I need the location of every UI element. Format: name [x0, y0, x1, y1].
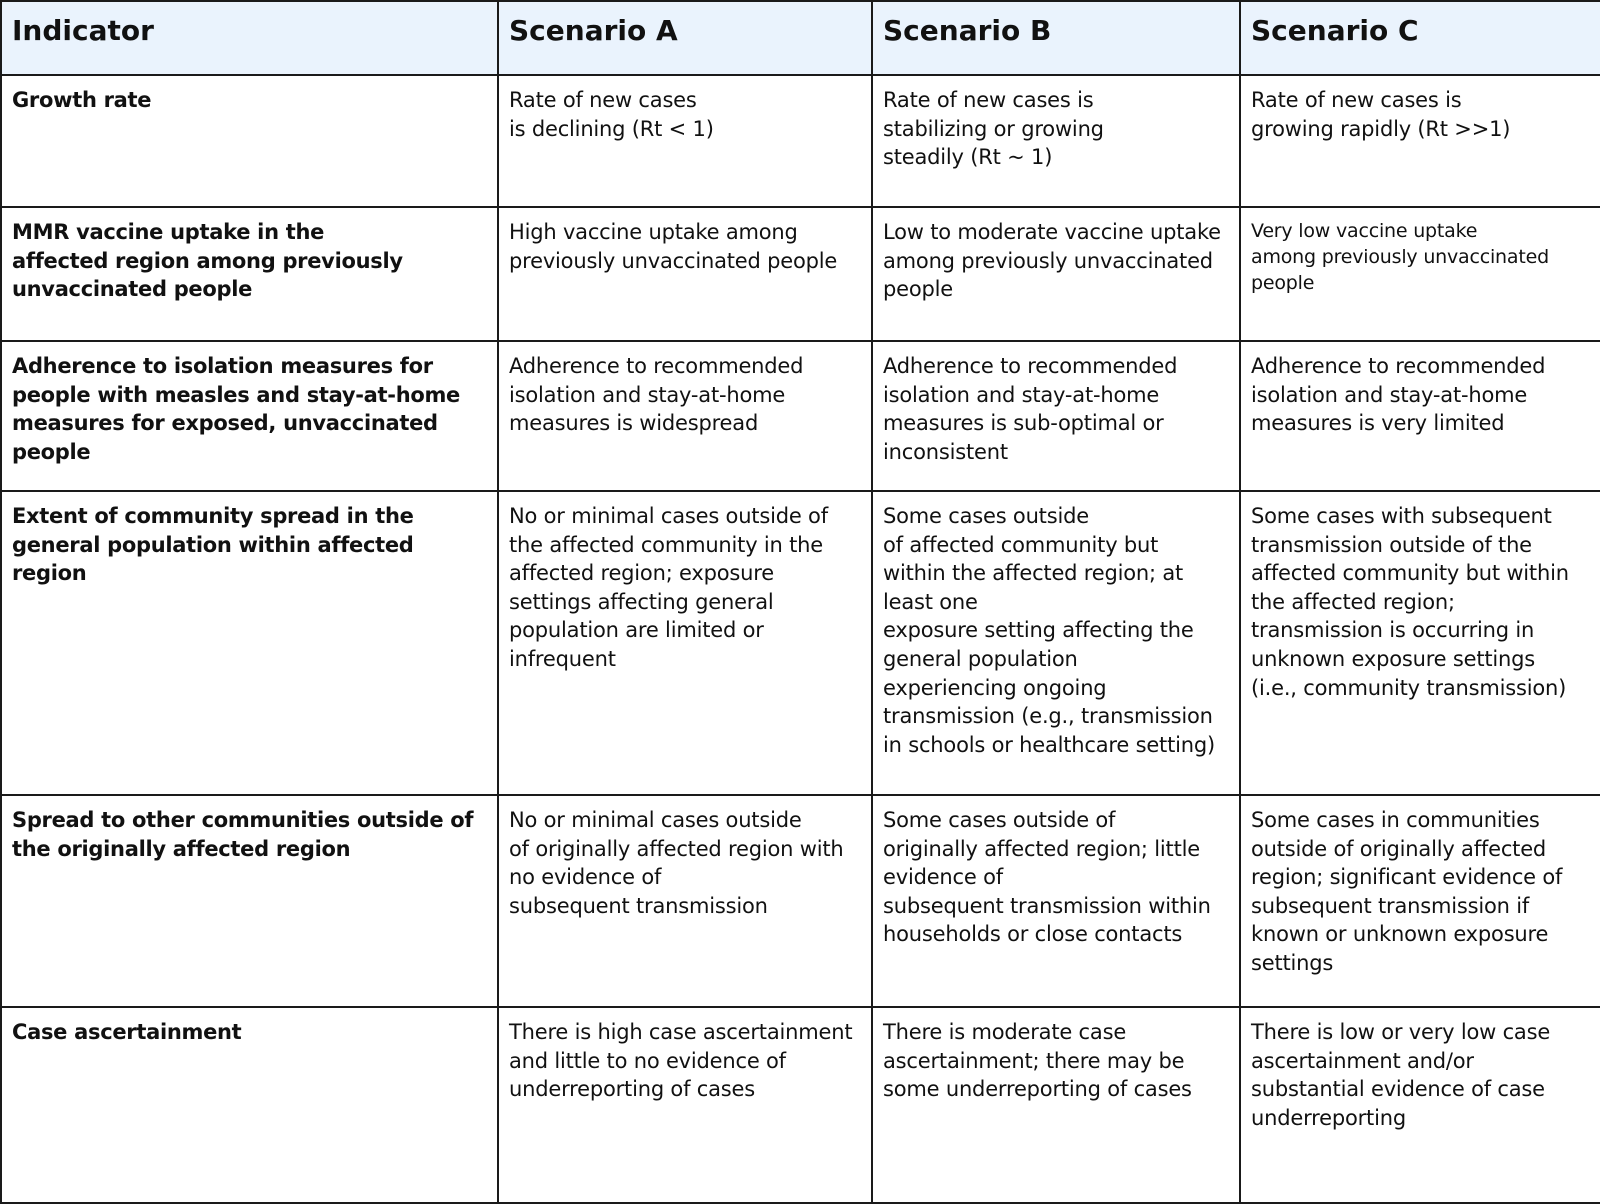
scenario-c-cell: Some cases with subsequent transmission outside of the affected community but within the affected region; transmission is occurring in unknown exposure settings (i.e., community transmission) [1240, 491, 1600, 795]
indicator-cell: Extent of community spread in the general population within affected region [1, 491, 498, 795]
scenario-c-cell: Very low vaccine uptake among previously unvaccinated people [1240, 207, 1600, 341]
header-indicator: Indicator [1, 1, 498, 75]
scenario-b-cell: Rate of new cases is stabilizing or growing steadily (Rt ~ 1) [872, 75, 1240, 207]
scenario-b-cell: Adherence to recommended isolation and stay-at-home measures is sub-optimal or inconsistent [872, 341, 1240, 491]
table-row-spread-other-communities [1, 795, 1600, 1007]
table-row-community-spread [1, 491, 1600, 795]
header-row [1, 1, 1600, 75]
scenario-b-cell: There is moderate case ascertainment; there may be some underreporting of cases [872, 1007, 1240, 1203]
table-row-vaccine-uptake [1, 207, 1600, 341]
header-scenario-b: Scenario B [872, 1, 1240, 75]
scenario-c-cell: Some cases in communities outside of originally affected region; significant evidence of subsequent transmission if known or unknown exposure settings [1240, 795, 1600, 1007]
table-row-case-ascertainment [1, 1007, 1600, 1203]
header-scenario-a: Scenario A [498, 1, 872, 75]
scenario-b-cell: Low to moderate vaccine uptake among previously unvaccinated people [872, 207, 1240, 341]
scenario-c-cell: There is low or very low case ascertainment and/or substantial evidence of case underreporting [1240, 1007, 1600, 1203]
table-row-isolation-adherence [1, 341, 1600, 491]
header-scenario-c: Scenario C [1240, 1, 1600, 75]
scenario-b-cell: Some cases outside of originally affected region; little evidence of subsequent transmission within households or close contacts [872, 795, 1240, 1007]
table-row-growth-rate [1, 75, 1600, 207]
scenario-c-cell: Rate of new cases is growing rapidly (Rt >>1) [1240, 75, 1600, 207]
indicator-cell: Spread to other communities outside of the originally affected region [1, 795, 498, 1007]
scenario-a-cell: No or minimal cases outside of the affected community in the affected region; exposure settings affecting general population are limited or infrequent [498, 491, 872, 795]
scenario-a-cell: Adherence to recommended isolation and stay-at-home measures is widespread [498, 341, 872, 491]
scenario-c-cell: Adherence to recommended isolation and stay-at-home measures is very limited [1240, 341, 1600, 491]
scenario-a-cell: Rate of new cases is declining (Rt < 1) [498, 75, 872, 207]
indicator-cell: Growth rate [1, 75, 498, 207]
scenario-a-cell: High vaccine uptake among previously unvaccinated people [498, 207, 872, 341]
indicator-cell: MMR vaccine uptake in the affected region among previously unvaccinated people [1, 207, 498, 341]
indicator-cell: Adherence to isolation measures for people with measles and stay-at-home measures for exposed, unvaccinated people [1, 341, 498, 491]
scenario-a-cell: There is high case ascertainment and little to no evidence of underreporting of cases [498, 1007, 872, 1203]
scenario-b-cell: Some cases outside of affected community but within the affected region; at least one exposure setting affecting the general population experiencing ongoing transmission (e.g., transmission in schools or healthcare setting) [872, 491, 1240, 795]
scenario-a-cell: No or minimal cases outside of originally affected region with no evidence of subsequent transmission [498, 795, 872, 1007]
indicator-cell: Case ascertainment [1, 1007, 498, 1203]
